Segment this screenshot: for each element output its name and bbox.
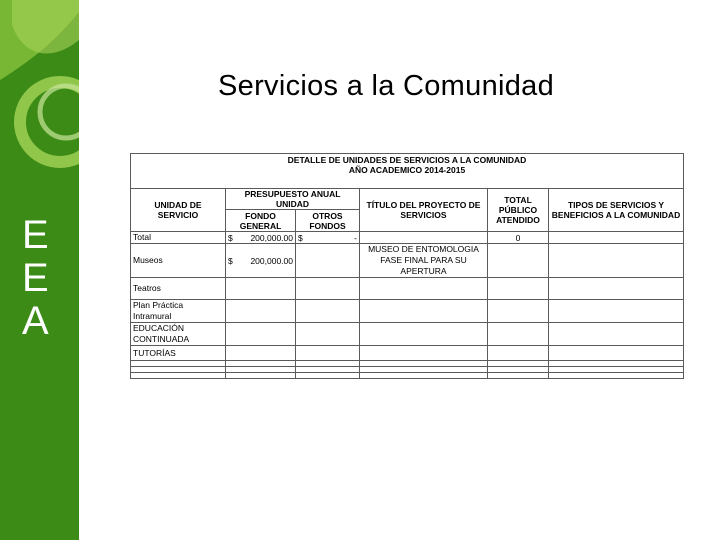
- side-letter-1: E: [22, 213, 49, 257]
- cell-otros-fondos: [296, 278, 360, 300]
- cell-unidad: Plan Práctica Intramural: [131, 300, 226, 323]
- table-row: [131, 278, 684, 300]
- col-header-otros-fondos: OTROS FONDOS: [296, 210, 360, 232]
- cell-total-publico: 0: [488, 232, 549, 244]
- side-letters: [22, 214, 52, 343]
- cell-titulo: MUSEO DE ENTOMOLOGIA FASE FINAL PARA SU APERTURA: [360, 244, 488, 278]
- cell-unidad: TUTORÍAS: [131, 346, 226, 361]
- empty-cell: [488, 373, 549, 379]
- cell-total-publico: [488, 244, 549, 278]
- cell-otros-fondos: [296, 323, 360, 346]
- cell-tipos: [549, 244, 684, 278]
- col-header-presupuesto: PRESUPUESTO ANUAL UNIDAD: [226, 189, 360, 210]
- cell-total-publico: [488, 278, 549, 300]
- table-title: [131, 154, 684, 189]
- empty-cell: [131, 373, 226, 379]
- side-letter-2: E: [22, 256, 49, 300]
- cell-fondo-general: [226, 232, 296, 244]
- side-letter-3: A: [22, 299, 49, 343]
- col-header-tipos: TIPOS DE SERVICIOS Y BENEFICIOS A LA COMUNIDAD: [549, 189, 684, 232]
- currency-symbol: $: [228, 232, 233, 243]
- cell-total-publico: [488, 300, 549, 323]
- col-header-unidad: UNIDAD DE SERVICIO: [131, 189, 226, 232]
- amount-value: 200,000.00: [250, 255, 293, 266]
- cell-tipos: [549, 346, 684, 361]
- cell-total-publico: [488, 346, 549, 361]
- table-title-line2: AÑO ACADEMICO 2014-2015: [348, 165, 466, 175]
- cell-titulo: [360, 278, 488, 300]
- cell-tipos: [549, 323, 684, 346]
- col-header-total-publico: TOTAL PÚBLICO ATENDIDO: [488, 189, 549, 232]
- slide-title: Servicios a la Comunidad: [218, 70, 555, 102]
- cell-tipos: [549, 300, 684, 323]
- cell-fondo-general: [226, 278, 296, 300]
- cell-fondo-general: [226, 300, 296, 323]
- cell-fondo-general: [226, 244, 296, 278]
- cell-titulo: [360, 346, 488, 361]
- cell-titulo: [360, 232, 488, 244]
- table-row: [131, 300, 684, 323]
- table-row: [131, 323, 684, 346]
- cell-tipos: [549, 278, 684, 300]
- cell-otros-fondos: [296, 346, 360, 361]
- col-header-titulo: TÍTULO DEL PROYECTO DE SERVICIOS: [360, 189, 488, 232]
- empty-cell: [360, 373, 488, 379]
- cell-otros-fondos: [296, 232, 360, 244]
- cell-titulo: [360, 300, 488, 323]
- currency-symbol: $: [228, 255, 233, 266]
- cell-unidad: EDUCACIÓN CONTINUADA: [131, 323, 226, 346]
- empty-row: [131, 373, 684, 379]
- circles-decoration: [0, 0, 79, 190]
- cell-titulo: [360, 323, 488, 346]
- green-sidebar: [0, 0, 79, 540]
- cell-unidad: Museos: [131, 244, 226, 278]
- table-row: [131, 244, 684, 278]
- cell-otros-fondos: [296, 244, 360, 278]
- cell-otros-fondos: [296, 300, 360, 323]
- table-title-line1: DETALLE DE UNIDADES DE SERVICIOS A LA COMUNIDAD: [287, 155, 527, 165]
- amount-value: 200,000.00: [250, 232, 293, 243]
- empty-cell: [226, 373, 296, 379]
- empty-cell: [296, 373, 360, 379]
- cell-fondo-general: [226, 346, 296, 361]
- amount-value: -: [354, 232, 357, 243]
- cell-tipos: [549, 232, 684, 244]
- cell-total-publico: [488, 323, 549, 346]
- table-row: [131, 232, 684, 244]
- currency-symbol: $: [298, 232, 303, 243]
- empty-cell: [549, 373, 684, 379]
- cell-unidad: Teatros: [131, 278, 226, 300]
- cell-fondo-general: [226, 323, 296, 346]
- table-row: [131, 346, 684, 361]
- services-table: [130, 153, 684, 379]
- col-header-fondo-general: FONDO GENERAL: [226, 210, 296, 232]
- cell-unidad: Total: [131, 232, 226, 244]
